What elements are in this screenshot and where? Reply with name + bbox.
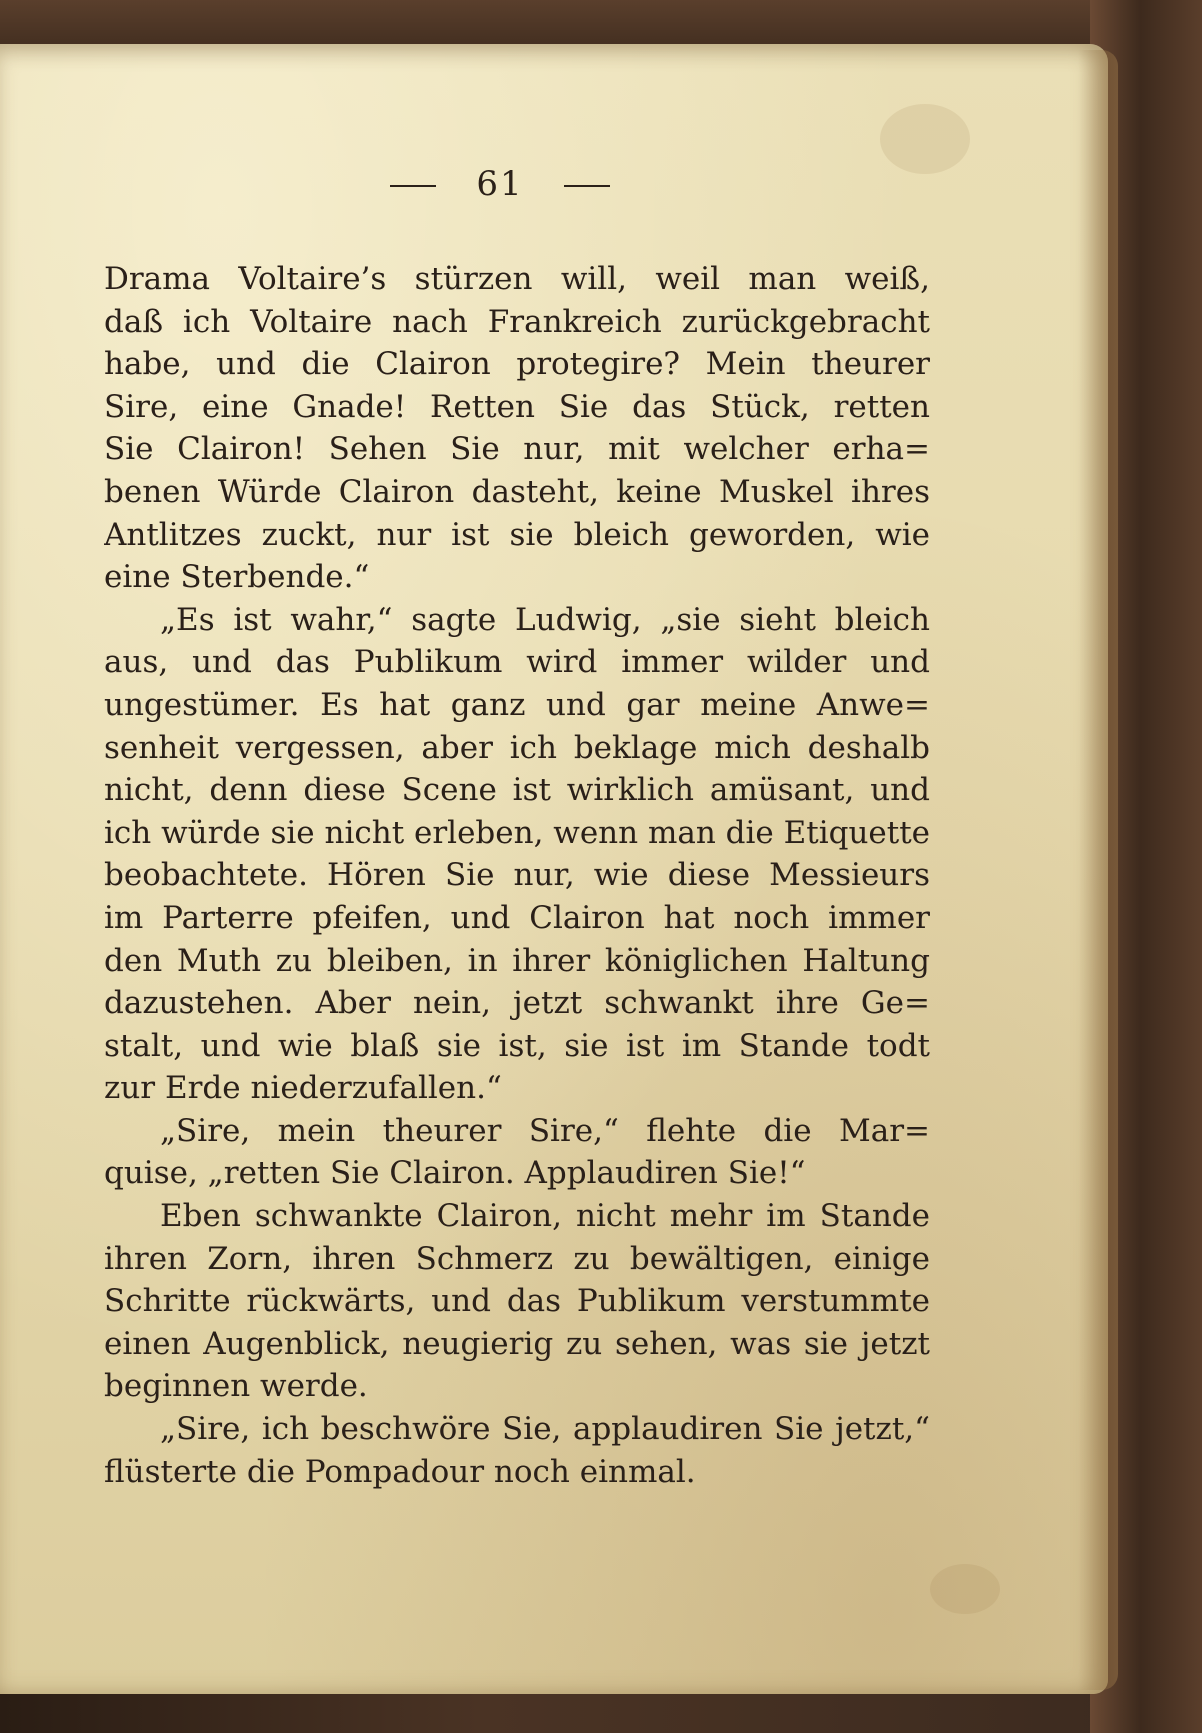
text-line: benen Würde Clairon dasteht, keine Muskel ihres — [104, 473, 930, 510]
text-line: im Parterre pfeifen, und Clairon hat noch immer — [104, 899, 930, 936]
text-line: zur Erde niederzufallen.“ — [104, 1070, 502, 1107]
text-line: Drama Voltaire’s stürzen will, weil man weiß, — [104, 261, 930, 297]
age-stain — [930, 1564, 1000, 1614]
text-line: einen Augenblick, neugierig zu sehen, was sie jetzt — [104, 1325, 930, 1362]
text-line: habe, und die Clairon protegire? Mein theurer — [104, 346, 930, 383]
text-line: nicht, denn diese Scene ist wirklich amüsant, und — [104, 772, 930, 809]
text-line: Antlitzes zuckt, nur ist sie bleich geworden, wie — [104, 516, 930, 553]
text-line: beobachtete. Hören Sie nur, wie diese Messieurs — [104, 857, 930, 894]
text-line: Sire, eine Gnade! Retten Sie das Stück, retten — [104, 388, 930, 425]
text-line: daß ich Voltaire nach Frankreich zurückgebracht — [104, 303, 930, 340]
text-line: Sie Clairon! Sehen Sie nur, mit welcher erha= — [104, 431, 930, 468]
text-line: aus, und das Publikum wird immer wilder und — [104, 644, 930, 681]
text-line: eine Sterbende.“ — [104, 559, 370, 596]
text-line: beginnen werde. — [104, 1368, 368, 1405]
page-header — [0, 164, 1000, 204]
text-line: „Es ist wahr,“ sagte Ludwig, „sie sieht bleich — [160, 601, 930, 638]
text-line: stalt, und wie blaß sie ist, sie ist im Stande todt — [104, 1027, 930, 1064]
text-line: „Sire, ich beschwöre Sie, applaudiren Sie jetzt,“ — [160, 1411, 930, 1448]
text-line: den Muth zu bleiben, in ihrer königlichen Haltung — [104, 942, 930, 979]
text-line: flüsterte die Pompadour noch einmal. — [104, 1453, 696, 1490]
text-line: ich würde sie nicht erleben, wenn man die Etiquette — [104, 814, 930, 851]
text-line: quise, „retten Sie Clairon. Applaudiren Sie!“ — [104, 1155, 806, 1192]
text-line: senheit vergessen, aber ich beklage mich deshalb — [104, 729, 930, 766]
page-number: 61 — [476, 164, 524, 204]
book-page — [0, 44, 1108, 1694]
text-line: „Sire, mein theurer Sire,“ flehte die Mar= — [160, 1112, 930, 1149]
text-line: ihren Zorn, ihren Schmerz zu bewältigen, einige — [104, 1240, 930, 1277]
header-dash-right — [564, 185, 610, 187]
header-dash-left — [390, 185, 436, 187]
page-edge-shadow — [1078, 50, 1118, 1690]
page-text — [104, 258, 930, 1493]
text-line: ungestümer. Es hat ganz und gar meine Anwe= — [104, 686, 930, 723]
text-line: Schritte rückwärts, und das Publikum verstummte — [104, 1283, 930, 1320]
text-line: Eben schwankte Clairon, nicht mehr im Stande — [160, 1198, 930, 1235]
text-line: dazustehen. Aber nein, jetzt schwankt ihre Ge= — [104, 985, 930, 1022]
